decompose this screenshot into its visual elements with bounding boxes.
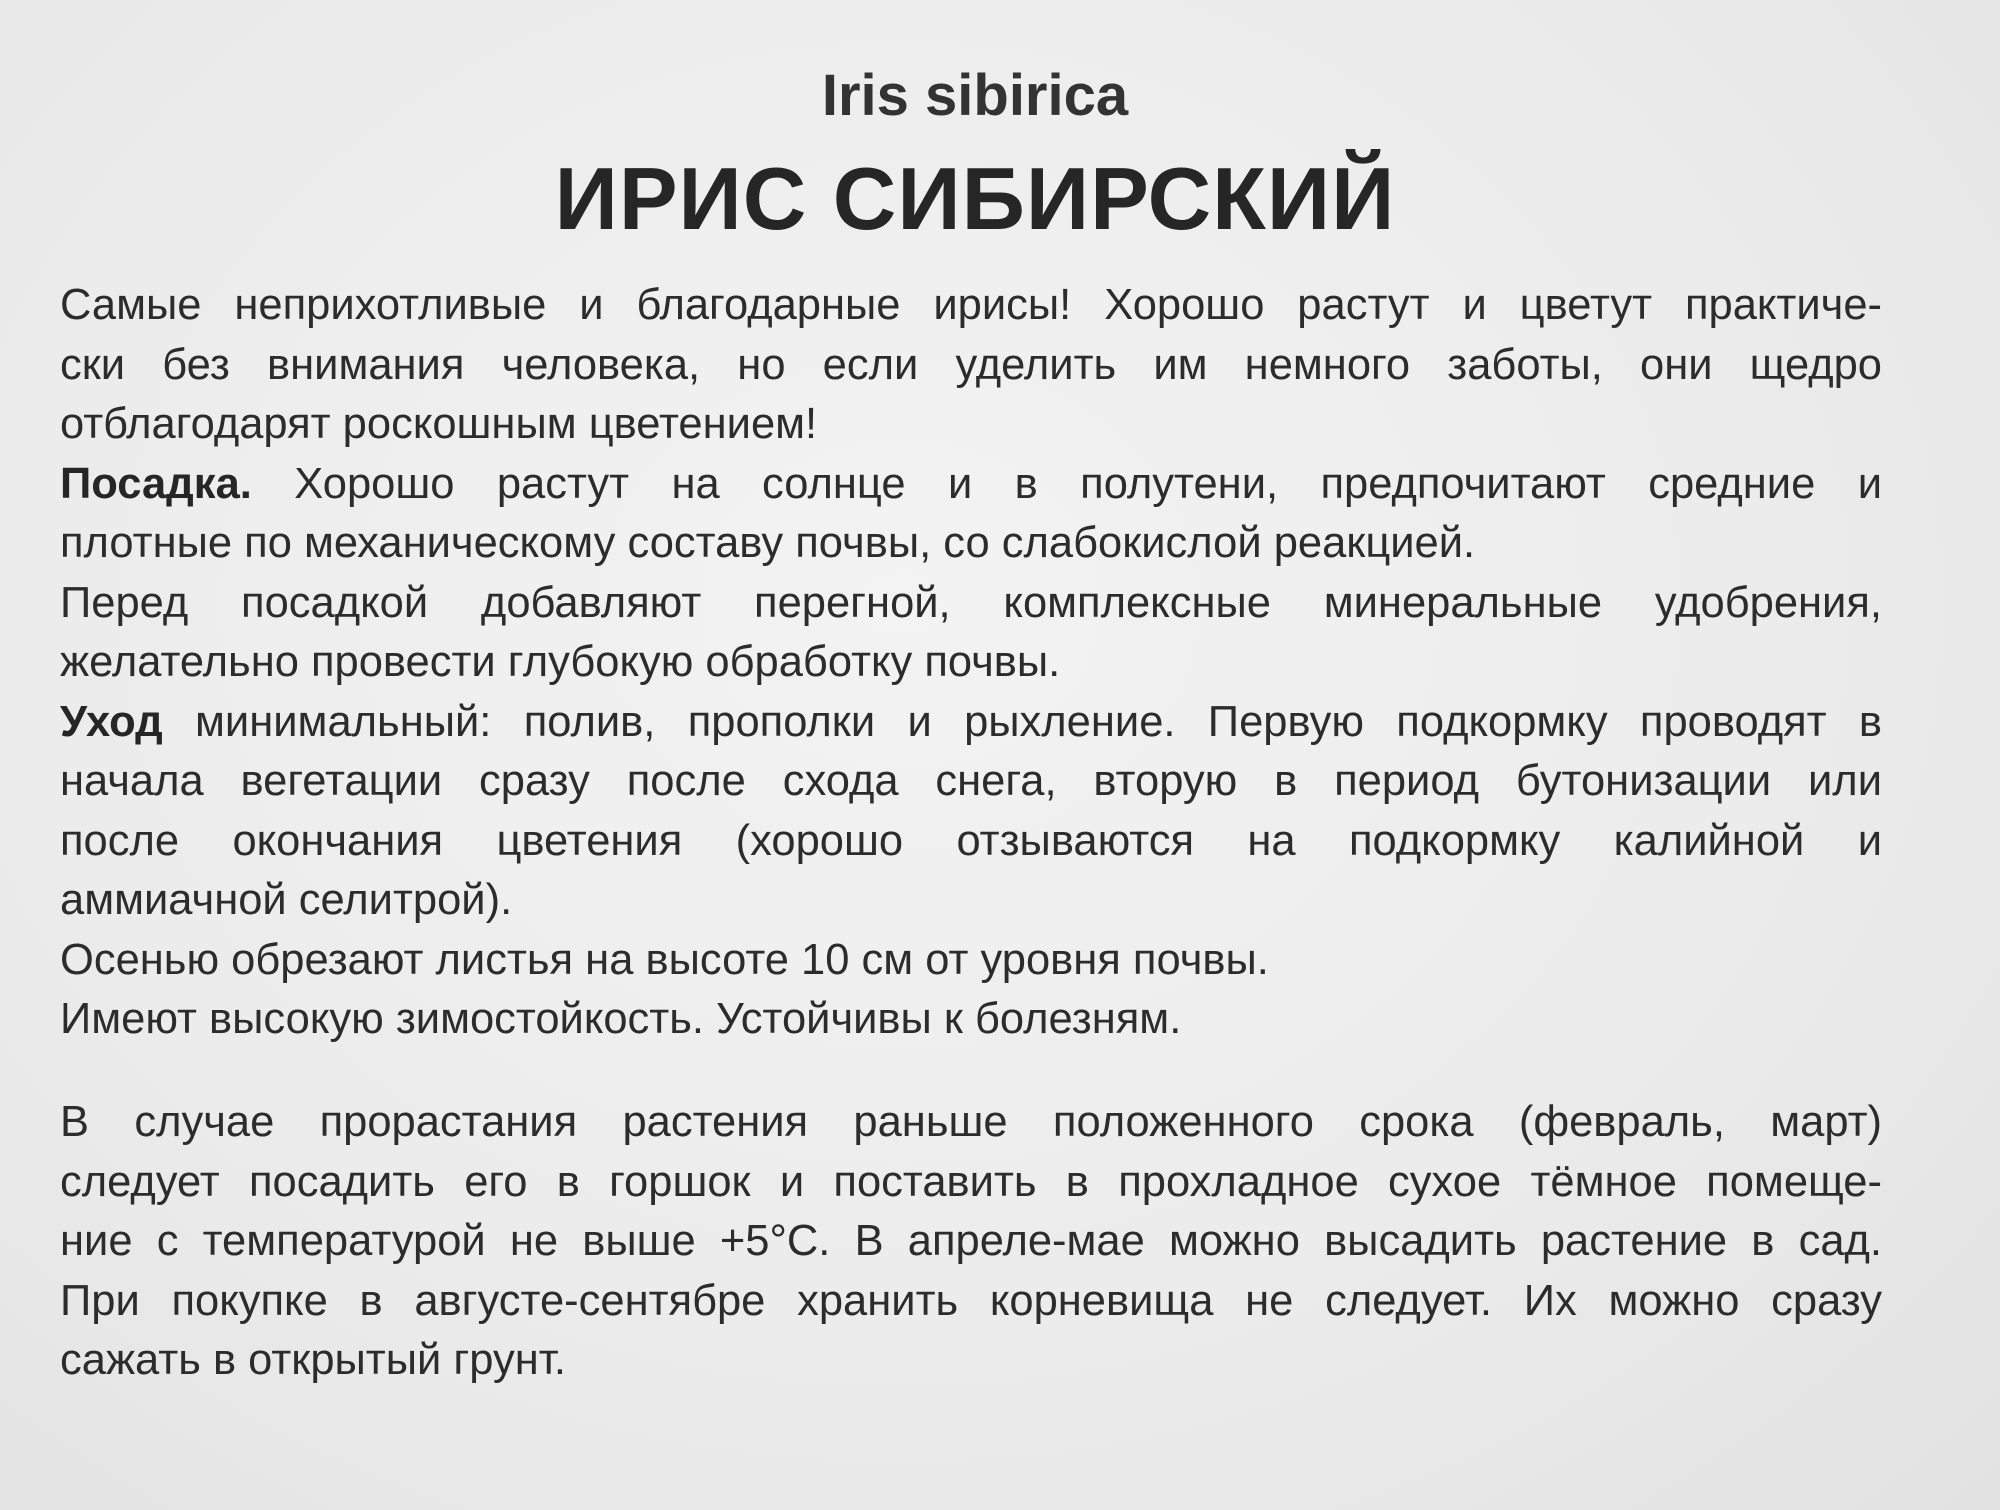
- care-text: минимальный: полив, прополки и рыхление. Первую подкормку проводят в: [162, 697, 1882, 746]
- care-line: аммиачной селитрой).: [60, 876, 513, 924]
- page-title: ИРИС СИБИРСКИЙ: [554, 149, 1396, 248]
- intro-line: ски без внимания человека, но если уделить им немного заботы, они щедро: [60, 340, 1882, 389]
- note-line: следует посадить его в горшок и поставить в прохладное сухое тёмное помеще-: [60, 1157, 1882, 1206]
- intro-line: отблагодарят роскошным цветением!: [60, 400, 818, 448]
- care-label: Уход: [60, 697, 163, 746]
- note-line: В случае прорастания растения раньше положенного срока (февраль, март): [60, 1098, 1882, 1146]
- care-line: Имеют высокую зимостойкость. Устойчивы к болезням.: [60, 995, 1182, 1043]
- note-line: сажать в открытый грунт.: [60, 1336, 566, 1384]
- note-block: [60, 1093, 1882, 1391]
- planting-text: Хорошо растут на солнце и в полутени, предпочитают средние и: [251, 459, 1882, 508]
- planting-line: плотные по механическому составу почвы, со слабокислой реакцией.: [60, 519, 1476, 567]
- intro-line: Самые неприхотливые и благодарные ирисы! Хорошо растут и цветут практиче-: [60, 281, 1882, 329]
- planting-line: [60, 455, 1882, 515]
- care-line: [60, 693, 1882, 753]
- note-line: ние с температурой не выше +5°С. В апреле-мае можно высадить растение в сад.: [60, 1217, 1882, 1265]
- planting-line: желательно провести глубокую обработку почвы.: [60, 638, 1061, 686]
- planting-label: Посадка.: [60, 459, 252, 508]
- description-block: [60, 276, 1882, 1050]
- care-line: после окончания цветения (хорошо отзываются на подкормку калийной и: [60, 816, 1882, 865]
- latin-name: Iris sibirica: [821, 63, 1129, 128]
- planting-line: Перед посадкой добавляют перегной, комплексные минеральные удобрения,: [60, 578, 1882, 627]
- care-line: Осенью обрезают листья на высоте 10 см от уровня почвы.: [60, 935, 1269, 984]
- note-line: При покупке в августе-сентябре хранить корневища не следует. Их можно сразу: [60, 1276, 1882, 1325]
- care-line: начала вегетации сразу после схода снега, вторую в период бутонизации или: [60, 757, 1882, 805]
